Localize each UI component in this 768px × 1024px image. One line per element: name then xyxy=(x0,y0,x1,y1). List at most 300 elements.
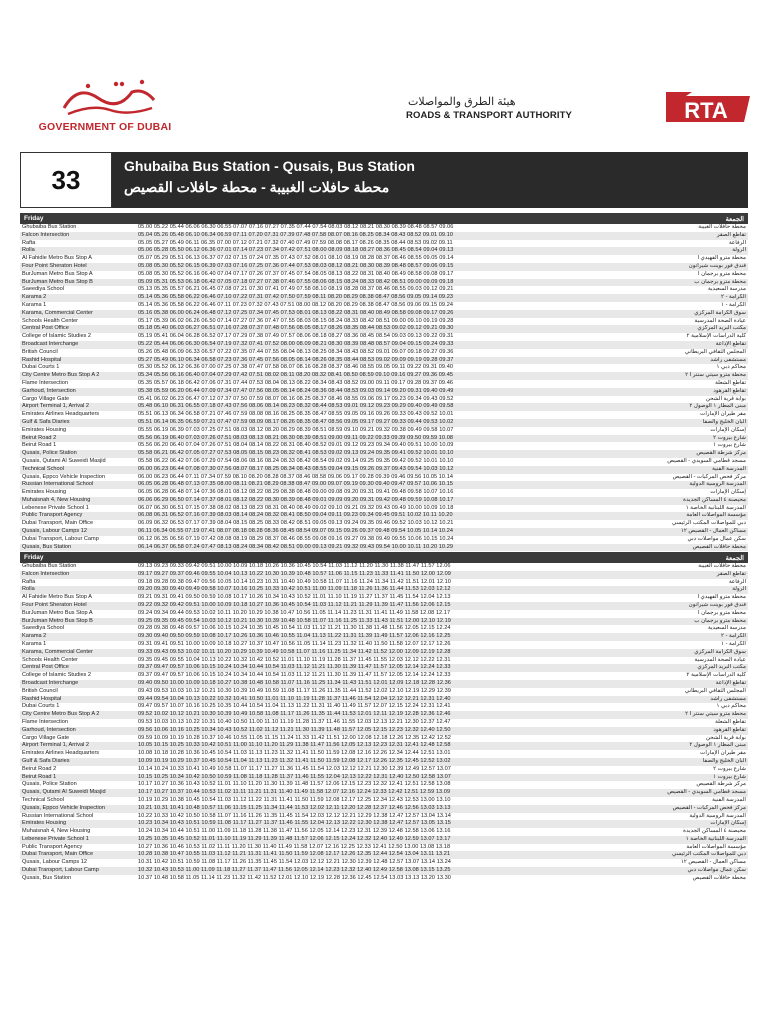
table-row xyxy=(20,781,748,789)
departure-times: 05.07 05.29 05.51 06.13 06.37 07.02 07.15 07.24 07.35 07.43 07.52 08.01 08.10 08.19 08.28 08.37 08.46 08.55 09.05 09.14 xyxy=(138,255,454,262)
stop-name-english: College of Islamic Studies 2 xyxy=(22,672,92,679)
stop-name-english: Rashid Hospital xyxy=(22,356,62,363)
table-row xyxy=(20,302,748,310)
table-row xyxy=(20,625,748,633)
stop-name-arabic: محطة مترو سيتي سنتر أ ٢ xyxy=(685,372,746,379)
stop-name-arabic: الكرامة - ١ xyxy=(721,640,746,647)
departure-times: 06.05 06.28 06.48 07.13 07.35 08.00 08.11 08.21 08.29 08.38 08.47 09.00 09.07 09.19 09.30 09.40 09.47 09.57 10.06 10.15 xyxy=(138,481,454,488)
timetable-section-2 xyxy=(20,552,748,883)
stop-name-english: Beirut Road 2 xyxy=(22,434,57,441)
table-row xyxy=(20,427,748,435)
table-row xyxy=(20,711,748,719)
stop-name-english: City Centre Metro Bus Stop A 2 xyxy=(22,372,100,379)
departure-times: 05.35 05.57 06.18 06.42 07.06 07.31 07.44 07.53 08.04 08.13 08.22 08.34 08.43 08.52 09.00 09.11 09.17 09.28 09.37 09.46 xyxy=(138,379,454,386)
stop-name-english: College of Islamic Studies 2 xyxy=(22,333,92,340)
departure-times: 05.58 06.21 06.42 07.05 07.27 07.53 08.05 08.15 08.23 08.32 08.41 08.53 09.02 09.13 09.24 09.35 09.41 09.52 10.01 10.10 xyxy=(138,450,454,457)
route-title-english: Ghubaiba Bus Station - Qusais, Bus Station xyxy=(124,158,415,174)
table-row xyxy=(20,594,748,602)
departure-times: 06.14 06.37 06.58 07.24 07.47 08.13 08.24 08.34 08.42 08.51 09.00 09.13 09.21 09.32 09.43 09.54 10.00 10.11 10.20 10.29 xyxy=(138,543,454,550)
route-title-block xyxy=(112,152,748,208)
stop-name-arabic: الرفاعة xyxy=(728,239,746,246)
departure-times: 05.18 05.40 06.03 06.27 06.51 07.16 07.28 07.37 07.48 07.56 08.05 08.17 08.26 08.35 08.44 08.53 09.02 09.12 09.21 09.30 xyxy=(138,325,454,332)
table-row xyxy=(20,851,748,859)
stop-name-english: Airport Terminal 1, Arrival 2 xyxy=(22,403,90,410)
table-row xyxy=(20,820,748,828)
departure-times: 05.22 05.44 06.06 06.30 06.54 07.19 07.32 07.41 07.52 08.00 08.09 08.21 08.30 08.39 08.48 08.57 09.04 09.15 09.24 09.33 xyxy=(138,340,454,347)
table-row xyxy=(20,766,748,774)
departure-times: 10.37 10.48 10.58 11.05 11.14 11.23 11.32 11.42 11.52 12.01 12.10 12.19 12.28 12.36 12.45 12.54 13.03 13.13 13.20 13.30 xyxy=(138,874,451,881)
stop-name-arabic: بوابة قرية الشحن xyxy=(705,395,746,402)
stop-name-english: Dubai Courts 1 xyxy=(22,703,60,710)
departure-times: 06.00 06.23 06.44 07.08 07.30 07.56 08.07 08.17 08.25 08.34 08.43 08.55 09.04 09.15 09.26 09.37 09.43 09.54 10.03 10.12 xyxy=(138,465,454,472)
stop-name-arabic: مركز شرطة القصيص xyxy=(696,450,746,457)
day-label-arabic: الجمعة xyxy=(725,215,744,223)
stop-name-english: Garhoud, Intersection xyxy=(22,726,76,733)
stop-name-arabic: مؤسسة المواصلات العامة xyxy=(686,512,746,519)
authority-name-arabic: هيئة الطرق والمواصلات xyxy=(408,96,516,108)
stop-name-english: Dubai Transport, Main Office xyxy=(22,520,94,527)
table-row xyxy=(20,875,748,883)
departure-times: 10.15 10.25 10.34 10.42 10.50 10.59 11.08 11.18 11.28 11.37 11.46 11.55 12.04 12.13 12.22 12.31 12.40 12.50 12.58 13.07 xyxy=(138,773,451,780)
departure-times: 09.25 09.35 09.45 09.54 10.03 10.12 10.21 10.30 10.39 10.48 10.58 11.07 11.16 11.25 11.33 11.43 11.51 12.00 12.10 12.19 xyxy=(138,617,451,624)
departure-times: 06.00 06.23 06.44 07.11 07.34 07.59 08.10 08.20 08.28 08.37 08.46 08.58 09.06 09.17 09.28 09.39 09.46 09.56 10.05 10.14 xyxy=(138,473,454,480)
stop-name-english: Flame Intersection xyxy=(22,718,69,725)
stop-name-english: Dubai Transport, Labour Camp xyxy=(22,535,99,542)
table-row xyxy=(20,240,748,248)
stop-name-arabic: محطة حافلات القصيص xyxy=(692,874,746,881)
table-row xyxy=(20,497,748,505)
departure-times: 05.56 06.20 06.40 07.04 07.26 07.51 08.04 08.14 08.22 08.31 08.40 08.52 09.01 09.12 09.23 09.34 09.40 09.51 10.00 10.09 xyxy=(138,442,454,449)
departure-times: 09.59 10.09 10.19 10.28 10.37 10.46 10.55 11.05 11.15 11.24 11.33 11.42 11.51 12.00 12.08 12.18 12.26 12.35 12.42 12.52 xyxy=(138,734,451,741)
stop-name-arabic: الرفاعة xyxy=(728,578,746,585)
stop-name-english: Qusais, Police Station xyxy=(22,450,77,457)
table-row xyxy=(20,279,748,287)
departure-times: 10.28 10.38 10.47 10.55 11.03 11.12 11.21 11.31 11.41 11.50 11.59 12.08 12.17 12.26 12.35 12.44 12.54 13.04 13.11 13.21 xyxy=(138,851,451,858)
table-row xyxy=(20,388,748,396)
table-row xyxy=(20,536,748,544)
departure-times: 10.21 10.31 10.41 10.48 10.57 11.06 11.15 11.25 11.34 11.44 11.53 12.02 12.11 12.20 12.28 12.37 12.46 12.56 13.03 13.13 xyxy=(138,804,451,811)
departure-times: 06.08 06.31 06.52 07.16 07.39 08.03 08.14 08.24 08.32 08.41 08.50 09.04 09.11 09.23 09.34 09.45 09.51 10.02 10.11 10.20 xyxy=(138,512,453,519)
table-row xyxy=(20,867,748,875)
stop-name-arabic: مكتب البريد المركزي xyxy=(697,664,746,671)
stop-name-arabic: المدرسة الروسية الدولية xyxy=(689,481,746,488)
stop-name-english: Qusais, Qutami Al Suweidi Masjid xyxy=(22,457,106,464)
government-of-dubai-logo xyxy=(58,78,160,118)
stop-name-english: Russian International School xyxy=(22,481,94,488)
stop-name-arabic: ألبان الخليج والصفا xyxy=(702,418,746,425)
table-row xyxy=(20,333,748,341)
stop-name-arabic: مبنى المطار ١ الوصول ٢ xyxy=(689,403,746,410)
table-row xyxy=(20,859,748,867)
stop-name-english: Ghubaiba Bus Station xyxy=(22,224,77,230)
stop-name-arabic: سوق الكرامة المركزي xyxy=(694,309,746,316)
stop-name-english: BurJuman Metro Bus Stop B xyxy=(22,278,93,285)
table-row xyxy=(20,844,748,852)
stop-name-english: Falcon Intersection xyxy=(22,231,70,238)
table-row xyxy=(20,318,748,326)
stop-name-english: Public Transport Agency xyxy=(22,512,83,519)
stop-name-english: Beirut Road 1 xyxy=(22,773,57,780)
stop-name-english: Four Point Sheraton Hotel xyxy=(22,601,87,608)
stop-name-arabic: محاكم دبي ١ xyxy=(716,364,746,371)
stop-name-arabic: سوق الكرامة المركزي xyxy=(694,648,746,655)
table-row xyxy=(20,544,748,552)
table-row xyxy=(20,664,748,672)
table-row xyxy=(20,649,748,657)
stop-name-english: Karama 1 xyxy=(22,640,47,647)
departure-times: 06.12 06.35 06.56 07.19 07.42 08.08 08.19 08.29 08.37 08.46 08.55 09.08 09.16 09.27 09.38 09.49 09.55 10.06 10.15 10.24 xyxy=(138,535,454,542)
departure-times: 05.41 06.02 06.23 06.47 07.12 07.37 07.50 07.59 08.07 08.16 08.25 08.37 08.46 08.55 09.06 09.17 09.23 09.34 09.43 09.52 xyxy=(138,395,454,402)
table-row xyxy=(20,349,748,357)
stop-name-english: Saeediya School xyxy=(22,625,64,632)
route-number: 33 xyxy=(20,152,112,208)
table-row xyxy=(20,633,748,641)
day-label-english: Friday xyxy=(24,215,44,222)
stop-name-arabic: عيادة الصحة المدرسية xyxy=(694,317,746,324)
table-row xyxy=(20,435,748,443)
stop-name-english: Rashid Hospital xyxy=(22,695,62,702)
stop-name-english: Cargo Village Gate xyxy=(22,395,70,402)
stop-name-english: Karama, Commercial Center xyxy=(22,309,93,316)
stop-name-english: Karama 1 xyxy=(22,301,47,308)
departure-times: 10.31 10.42 10.51 10.59 11.08 11.17 11.26 11.35 11.45 11.54 12.03 12.12 12.21 12.30 12.39 12.48 12.57 13.07 13.14 13.24 xyxy=(138,859,451,866)
stop-name-english: BurJuman Metro Bus Stop B xyxy=(22,617,93,624)
departure-times: 09.53 10.03 10.13 10.22 10.31 10.40 10.50 11.00 11.10 11.19 11.28 11.37 11.46 11.55 12.03 12.13 12.21 12.30 12.37 12.47 xyxy=(138,718,451,725)
departure-times: 09.18 09.28 09.38 09.47 09.56 10.05 10.14 10.23 10.31 10.40 10.49 10.58 11.07 11.16 11.24 11.34 11.42 11.51 12.01 12.10 xyxy=(138,578,451,585)
table-row xyxy=(20,419,748,427)
departure-times: 05.14 05.36 05.58 06.22 06.46 07.10 07.22 07.31 07.42 07.50 07.59 08.11 08.20 08.29 08.38 08.47 08.56 09.05 09.14 09.23 xyxy=(138,294,454,301)
departure-times: 09.43 09.53 10.03 10.12 10.21 10.30 10.39 10.49 10.59 11.08 11.17 11.26 11.35 11.44 11.52 12.02 12.10 12.19 12.29 12.39 xyxy=(138,687,451,694)
table-row xyxy=(20,255,748,263)
departure-times: 10.05 10.15 10.25 10.33 10.42 10.51 11.00 11.10 11.20 11.29 11.38 11.47 11.56 12.05 12.13 12.23 12.31 12.41 12.48 12.58 xyxy=(138,742,451,749)
departure-times: 05.09 05.31 05.53 06.18 06.42 07.05 07.18 07.27 07.38 07.46 07.55 08.06 08.15 08.24 08.33 08.42 08.51 09.00 09.09 09.18 xyxy=(138,278,454,285)
departure-times: 05.06 05.28 05.50 06.12 06.36 07.01 07.14 07.23 07.34 07.42 07.51 08.00 08.09 08.18 08.27 08.36 08.45 08.54 09.04 09.13 xyxy=(138,247,454,254)
table-row xyxy=(20,719,748,727)
stop-name-english: Emirates Airlines Headquarters xyxy=(22,750,100,757)
stop-name-english: Karama 2 xyxy=(22,294,47,301)
stop-name-english: Emirates Housing xyxy=(22,426,67,433)
departure-times: 10.22 10.33 10.42 10.50 10.58 11.07 11.16 11.26 11.35 11.45 11.54 12.03 12.12 12.21 12.29 12.38 12.47 12.57 13.04 13.14 xyxy=(138,812,451,819)
stop-name-arabic: مركز شرطة القصيص xyxy=(696,781,746,788)
stop-name-english: Broadcast Interchange xyxy=(22,340,79,347)
stop-name-arabic: المدرسة الفنية xyxy=(712,465,746,472)
stop-name-english: Saeediya School xyxy=(22,286,64,293)
departure-times: 05.30 05.52 06.12 06.36 07.00 07.25 07.38 07.47 07.58 08.07 08.16 08.28 08.37 08.46 08.55 09.05 09.11 09.22 09.31 09.40 xyxy=(138,364,454,371)
stop-name-english: Airport Terminal 1, Arrival 2 xyxy=(22,742,90,749)
stop-name-arabic: كلية الدراسات الإسلامية ٢ xyxy=(686,672,746,679)
departure-times: 10.17 10.27 10.37 10.44 10.53 11.02 11.11 11.21 11.31 11.40 11.49 11.58 12.07 12.16 12.24 12.33 12.42 12.51 12.59 13.09 xyxy=(138,789,451,796)
stop-name-english: Beirut Road 1 xyxy=(22,442,57,449)
departure-times: 05.17 05.39 06.02 06.26 06.50 07.14 07.27 07.36 07.47 07.55 08.03 08.15 08.24 08.33 08.42 08.51 09.00 09.10 09.19 09.28 xyxy=(138,317,454,324)
table-row xyxy=(20,411,748,419)
table-row xyxy=(20,528,748,536)
stop-name-english: Flame Intersection xyxy=(22,379,69,386)
departure-times: 05.56 06.19 06.40 07.03 07.26 07.51 08.03 08.13 08.21 08.30 08.39 08.51 09.00 09.11 09.22 09.33 09.39 09.50 09.59 10.08 xyxy=(138,434,454,441)
departure-times: 10.23 10.34 10.43 10.51 10.59 11.08 11.17 11.27 11.37 11.46 11.55 12.04 12.13 12.22 12.30 12.38 12.47 12.57 13.05 13.15 xyxy=(138,820,451,827)
departure-times: 05.16 05.38 06.00 06.24 06.48 07.12 07.25 07.34 07.45 07.53 08.01 08.13 08.22 08.31 08.40 08.49 08.58 09.08 09.17 09.26 xyxy=(138,309,454,316)
stop-name-arabic: مستشفى راشد xyxy=(710,356,746,363)
stop-name-arabic: محطة مترو سيتي سنتر أ ٢ xyxy=(685,711,746,718)
stop-name-arabic: مسجد قطامي السويدي - القصيص xyxy=(667,457,746,464)
departure-times: 10.14 10.24 10.33 10.41 10.49 10.58 11.07 11.17 11.27 11.36 11.45 11.54 12.03 12.12 12.21 12.30 12.39 12.49 12.57 13.07 xyxy=(138,765,451,772)
stop-name-english: Technical School xyxy=(22,465,64,472)
stop-name-arabic: محاكم دبي ١ xyxy=(716,703,746,710)
stop-name-arabic: محطة مترو برجمان أ xyxy=(697,609,746,616)
table-row xyxy=(20,657,748,665)
stop-name-arabic: عيادة الصحة المدرسية xyxy=(694,656,746,663)
stop-name-english: Rafta xyxy=(22,239,36,246)
stop-name-arabic: ألبان الخليج والصفا xyxy=(702,757,746,764)
table-row xyxy=(20,750,748,758)
stop-name-arabic: الكرامة - ١ xyxy=(721,301,746,308)
stop-name-arabic: بوابة قرية الشحن xyxy=(705,734,746,741)
stop-name-english: British Council xyxy=(22,348,58,355)
stop-name-english: Public Transport Agency xyxy=(22,843,83,850)
table-row xyxy=(20,286,748,294)
government-of-dubai-text: GOVERNMENT OF DUBAI xyxy=(38,121,172,133)
stop-name-english: Schools Health Center xyxy=(22,317,78,324)
stop-name-english: Broadcast Interchange xyxy=(22,679,79,686)
departure-times: 09.24 09.34 09.44 09.53 10.02 10.11 10.20 10.29 10.38 10.47 10.56 11.05 11.14 11.23 11.31 11.41 11.49 11.58 12.08 12.17 xyxy=(138,609,451,616)
timetable-rows xyxy=(20,563,748,883)
table-row xyxy=(20,512,748,520)
table-row xyxy=(20,672,748,680)
stop-name-english: Dubai Courts 1 xyxy=(22,364,60,371)
route-banner xyxy=(20,152,748,208)
table-row xyxy=(20,610,748,618)
departure-times: 10.17 10.27 10.36 10.43 10.52 11.01 11.10 11.20 11.30 11.39 11.48 11.57 12.06 12.15 12.23 12.32 12.41 12.51 12.58 13.08 xyxy=(138,781,451,788)
stop-name-english: Muhaisnah 4, New Housing xyxy=(22,828,91,835)
stop-name-arabic: محطة مترو برجمان أ xyxy=(697,270,746,277)
departure-times: 05.34 05.56 06.16 06.40 07.04 07.29 07.42 07.51 08.02 08.11 08.20 08.32 08.41 08.50 08.59 09.10 09.16 09.27 09.36 09.45 xyxy=(138,372,454,379)
table-row xyxy=(20,735,748,743)
table-row xyxy=(20,442,748,450)
table-row xyxy=(20,758,748,766)
stop-name-arabic: شارع بيروت ٢ xyxy=(713,765,746,772)
departure-times: 10.19 10.29 10.38 10.45 10.54 11.03 11.12 11.22 11.31 11.41 11.50 11.59 12.08 12.17 12.25 12.34 12.43 12.53 13.00 13.10 xyxy=(138,796,451,803)
departure-times: 10.24 10.34 10.44 10.51 11.00 11.09 11.18 11.28 11.38 11.47 11.56 12.05 12.14 12.23 12.31 12.39 12.48 12.58 13.06 13.16 xyxy=(138,828,451,835)
stop-name-english: Karama, Commercial Center xyxy=(22,648,93,655)
departure-times: 05.38 05.59 06.20 06.44 07.09 07.34 07.47 07.56 08.05 08.14 08.24 08.36 08.44 08.53 09.03 09.14 09.20 09.31 09.40 09.49 xyxy=(138,387,454,394)
table-row xyxy=(20,742,748,750)
stop-name-english: Rolla xyxy=(22,586,35,593)
stop-name-english: Four Point Sheraton Hotel xyxy=(22,262,87,269)
stop-name-arabic: تقاطع الصقر xyxy=(716,570,746,577)
table-row xyxy=(20,396,748,404)
departure-times: 05.04 05.26 05.48 06.10 06.34 06.59 07.11 07.20 07.31 07.39 07.48 07.58 08.07 08.16 08.25 08.34 08.43 08.52 09.01 09.10 xyxy=(138,231,454,238)
stop-name-arabic: إسكان الإمارات xyxy=(710,820,746,827)
day-label-arabic: الجمعة xyxy=(725,554,744,562)
stop-name-english: Emirates Airlines Headquarters xyxy=(22,411,100,418)
table-row xyxy=(20,586,748,594)
stop-name-english: BurJuman Metro Bus Stop A xyxy=(22,270,93,277)
table-row xyxy=(20,571,748,579)
section-header xyxy=(20,213,748,224)
departure-times: 05.51 06.13 06.34 06.58 07.21 07.46 07.59 08.08 08.16 08.25 08.35 08.47 08.55 09.05 09.16 09.26 09.33 09.43 09.52 10.01 xyxy=(138,411,454,418)
stop-name-arabic: محطة مترو الفهيدي أ xyxy=(697,255,746,262)
table-row xyxy=(20,505,748,513)
departure-times: 10.08 10.18 10.28 10.36 10.45 10.54 11.03 11.13 11.23 11.32 11.41 11.50 11.59 12.08 12.16 12.26 12.34 12.44 12.51 13.01 xyxy=(138,750,451,757)
stop-name-arabic: المدرسة الروسية الدولية xyxy=(689,812,746,819)
stop-name-arabic: تقاطع الصقر xyxy=(716,231,746,238)
table-row xyxy=(20,310,748,318)
stop-name-arabic: محيصنة ٤ المساكن الجديدة xyxy=(683,496,746,503)
stop-name-arabic: مركز فحص المركبات - القصيص xyxy=(672,804,746,811)
departure-times: 05.27 05.49 06.10 06.34 06.58 07.23 07.36 07.45 07.56 08.05 08.14 08.26 08.35 08.44 08.53 09.02 09.09 09.19 09.28 09.37 xyxy=(138,356,454,363)
stop-name-arabic: مسجد قطامي السويدي - القصيص xyxy=(667,789,746,796)
departure-times: 05.26 05.48 06.09 06.33 06.57 07.22 07.35 07.44 07.55 08.04 08.13 08.25 08.34 08.43 08.52 09.01 09.07 09.18 09.27 09.36 xyxy=(138,348,454,355)
table-row xyxy=(20,380,748,388)
departure-times: 05.48 06.10 06.31 06.55 07.18 07.43 07.56 08.06 08.14 08.23 08.32 08.44 08.53 09.01 09.12 09.23 09.29 09.40 09.49 09.58 xyxy=(138,403,454,410)
departure-times: 09.22 09.32 09.42 09.51 10.00 10.09 10.18 10.27 10.36 10.45 10.54 11.03 11.12 11.21 11.29 11.39 11.47 11.56 12.06 12.15 xyxy=(138,601,451,608)
stop-name-english: Cargo Village Gate xyxy=(22,734,70,741)
table-row xyxy=(20,618,748,626)
stop-name-english: Qusais, Labour Camps 12 xyxy=(22,859,87,866)
stop-name-english: Central Post Office xyxy=(22,325,69,332)
table-row xyxy=(20,325,748,333)
stop-name-arabic: دبي للمواصلات المكتب الرئيسي xyxy=(672,851,746,858)
stop-name-english: Gulf & Safa Diaries xyxy=(22,418,70,425)
stop-name-arabic: شارع بيروت ١ xyxy=(713,773,746,780)
departure-times: 09.52 10.02 10.12 10.21 10.30 10.39 10.49 10.58 11.08 11.17 11.26 11.35 11.44 11.53 12.01 12.11 12.19 12.28 12.36 12.46 xyxy=(138,711,451,718)
departure-times: 05.19 05.41 06.04 06.28 06.52 07.17 07.29 07.38 07.49 07.57 08.06 08.18 08.27 08.36 08.45 08.54 09.03 09.13 09.22 09.31 xyxy=(138,333,454,340)
departure-times: 09.13 09.23 09.33 09.42 09.51 10.00 10.09 10.18 10.26 10.36 10.45 10.54 11.03 11.12 11.20 11.30 11.38 11.47 11.57 12.06 xyxy=(138,563,451,569)
stop-name-english: Central Post Office xyxy=(22,664,69,671)
stop-name-arabic: الرولة xyxy=(732,586,746,593)
table-row xyxy=(20,474,748,482)
stop-name-english: City Centre Metro Bus Stop A 2 xyxy=(22,711,100,718)
stop-name-arabic: المجلس الثقافي البريطاني xyxy=(684,687,746,694)
stop-name-arabic: مركز فحص المركبات - القصيص xyxy=(672,473,746,480)
stop-name-arabic: محطة مترو الفهيدي أ xyxy=(697,594,746,601)
table-row xyxy=(20,805,748,813)
table-row xyxy=(20,813,748,821)
table-row xyxy=(20,450,748,458)
table-row xyxy=(20,489,748,497)
stop-name-arabic: المدرسة اللبنانية الخاصة ١ xyxy=(685,504,746,511)
table-row xyxy=(20,263,748,271)
stop-name-arabic: شارع بيروت ١ xyxy=(713,442,746,449)
departure-times: 10.27 10.36 10.46 10.53 11.02 11.11 11.20 11.30 11.40 11.49 11.58 12.07 12.16 12.25 12.33 12.41 12.50 13.00 13.08 13.18 xyxy=(138,843,451,850)
stop-name-english: Al Fahidie Metro Bus Stop A xyxy=(22,255,92,262)
departure-times: 05.58 06.22 06.42 07.06 07.29 07.54 08.06 08.16 08.24 08.33 08.42 08.54 09.02 09.14 09.25 09.35 09.42 09.52 10.01 10.10 xyxy=(138,457,454,464)
stop-name-arabic: إسكان الإمارات xyxy=(710,489,746,496)
departure-times: 05.08 05.30 05.52 06.16 06.40 07.04 07.17 07.26 07.37 07.45 07.54 08.05 08.13 08.22 08.31 08.40 08.49 08.58 09.08 09.17 xyxy=(138,270,454,277)
stop-name-arabic: مكتب البريد المركزي xyxy=(697,325,746,332)
table-row xyxy=(20,458,748,466)
table-row xyxy=(20,372,748,380)
stop-name-arabic: مقر طيران الإمارات xyxy=(700,750,746,757)
stop-name-english: Qusais, Eppco Vehicle Inspection xyxy=(22,804,106,811)
departure-times: 09.44 09.54 10.04 10.13 10.22 10.32 10.41 10.50 11.01 11.10 11.19 11.28 11.37 11.46 11.54 12.04 12.12 12.21 12.31 12.40 xyxy=(138,695,451,702)
stop-name-english: Lebenese Private School 1 xyxy=(22,835,89,842)
stop-name-arabic: محطة مترو برجمان ب xyxy=(694,617,746,624)
stop-name-arabic: مساكن العمال - القصيص ١٢ xyxy=(680,859,746,866)
stop-name-arabic: فندق فور بوينت شيراتون xyxy=(688,601,746,608)
table-row xyxy=(20,466,748,474)
departure-times: 09.28 09.38 09.48 09.57 10.06 10.15 10.24 10.35 10.45 10.54 11.03 11.12 11.21 11.30 11.38 11.48 11.56 12.05 12.15 12.24 xyxy=(138,625,451,632)
departure-times: 09.20 09.30 09.40 09.49 09.58 10.07 10.16 10.25 10.33 10.42 10.51 11.00 11.09 11.18 11.26 11.36 11.44 11.53 12.03 12.12 xyxy=(138,586,451,593)
stop-name-arabic: تقاطع الشعلة xyxy=(715,379,746,386)
rta-logo-text: RTA xyxy=(684,98,728,123)
table-row xyxy=(20,680,748,688)
table-row xyxy=(20,271,748,279)
stop-name-english: Dubai Transport, Main Office xyxy=(22,851,94,858)
stop-name-arabic: مستشفى راشد xyxy=(710,695,746,702)
stop-name-arabic: محطة حافلات الغبيبة xyxy=(698,224,746,230)
stop-name-english: Falcon Intersection xyxy=(22,570,70,577)
stop-name-english: Qusais, Police Station xyxy=(22,781,77,788)
stop-name-arabic: المجلس الثقافي البريطاني xyxy=(684,348,746,355)
table-row xyxy=(20,341,748,349)
departure-times: 09.35 09.45 09.55 10.04 10.13 10.22 10.32 10.42 10.52 11.01 11.10 11.19 11.28 11.37 11.45 11.55 12.03 12.12 12.22 12.31 xyxy=(138,656,451,663)
stop-name-arabic: مدرسة السعيدية xyxy=(707,625,746,632)
stop-name-arabic: المدرسة الفنية xyxy=(712,796,746,803)
table-row xyxy=(20,403,748,411)
stop-name-english: Qusais, Labour Camps 12 xyxy=(22,528,87,535)
stop-name-english: Ghubaiba Bus Station xyxy=(22,563,77,569)
departure-times: 09.37 09.47 09.57 10.06 10.15 10.24 10.34 10.44 10.54 11.03 11.12 11.21 11.30 11.39 11.47 11.57 12.05 12.14 12.24 12.33 xyxy=(138,672,451,679)
stop-name-arabic: المدرسة اللبنانية الخاصة ١ xyxy=(685,835,746,842)
table-row xyxy=(20,481,748,489)
departure-times: 05.13 05.35 05.57 06.21 06.45 07.08 07.21 07.30 07.41 07.49 07.58 08.10 08.19 08.28 08.37 08.46 08.55 09.03 09.12 09.21 xyxy=(138,286,454,293)
stop-name-english: Karama 2 xyxy=(22,633,47,640)
stop-name-english: Russian International School xyxy=(22,812,94,819)
stop-name-english: Garhoud, Intersection xyxy=(22,387,76,394)
departure-times: 05.00 05.22 05.44 06.06 06.30 06.55 07.07 07.16 07.27 07.35 07.44 07.54 08.03 08.12 08.21 08.30 08.39 08.48 08.57 09.06 xyxy=(138,224,454,230)
stop-name-english: Rolla xyxy=(22,247,35,254)
table-row xyxy=(20,357,748,365)
stop-name-english: Emirates Housing xyxy=(22,820,67,827)
stop-name-english: Al Fahidie Metro Bus Stop A xyxy=(22,594,92,601)
stop-name-arabic: تقاطع الإذاعة xyxy=(715,679,746,686)
page-header xyxy=(0,0,768,150)
departure-times: 09.30 09.40 09.50 09.59 10.08 10.17 10.26 10.36 10.46 10.55 11.04 11.13 11.22 11.31 11.39 11.49 11.57 12.06 12.16 12.25 xyxy=(138,633,451,640)
table-row xyxy=(20,641,748,649)
stop-name-arabic: مقر طيران الإمارات xyxy=(700,411,746,418)
departure-times: 05.55 06.19 06.39 07.03 07.25 07.51 08.03 08.12 08.20 08.29 08.39 08.51 08.59 09.10 09.21 09.32 09.38 09.49 09.58 10.07 xyxy=(138,426,454,433)
stop-name-english: Muhaisnah 4, New Housing xyxy=(22,496,91,503)
stop-name-arabic: شارع بيروت ٢ xyxy=(713,434,746,441)
stop-name-arabic: مساكن العمال - القصيص ١٢ xyxy=(680,528,746,535)
table-row xyxy=(20,696,748,704)
stop-name-arabic: محطة مترو برجمان ب xyxy=(694,278,746,285)
departure-times: 06.07 06.30 06.51 07.15 07.38 08.02 08.13 08.23 08.31 08.40 08.49 09.02 09.10 09.21 09.32 09.43 09.49 10.00 10.09 10.18 xyxy=(138,504,454,511)
departure-times: 06.05 06.28 06.48 07.14 07.36 08.01 08.12 08.22 08.29 08.38 08.48 09.00 09.08 09.20 09.31 09.41 09.48 09.58 10.07 10.16 xyxy=(138,489,454,496)
table-row xyxy=(20,520,748,528)
table-row xyxy=(20,828,748,836)
departure-times: 10.09 10.19 10.29 10.37 10.45 10.54 11.04 11.13 11.23 11.32 11.41 11.50 11.59 12.08 12.17 12.26 12.35 12.45 12.52 13.02 xyxy=(138,757,451,764)
departure-times: 10.32 10.43 10.53 11.00 11.09 11.18 11.27 11.37 11.47 11.56 12.05 12.14 12.23 12.32 12.40 12.49 12.58 13.08 13.15 13.25 xyxy=(138,867,451,874)
stop-name-arabic: الكرامة - ٢ xyxy=(721,633,746,640)
section-header xyxy=(20,552,748,563)
departure-times: 05.14 05.36 05.58 06.22 06.46 07.11 07.23 07.32 07.43 07.51 08.00 08.12 08.20 08.29 08.38 08.47 08.56 09.06 09.15 09.24 xyxy=(138,301,454,308)
stop-name-english: Qusais, Bus Station xyxy=(22,874,72,881)
stop-name-arabic: محيصنة ٤ المساكن الجديدة xyxy=(683,828,746,835)
stop-name-arabic: محطة حافلات الغبيبة xyxy=(698,563,746,569)
departure-times: 09.37 09.47 09.57 10.06 10.15 10.24 10.34 10.44 10.54 11.03 11.12 11.21 11.30 11.39 11.47 11.57 12.05 12.14 12.24 12.33 xyxy=(138,664,451,671)
table-row xyxy=(20,232,748,240)
table-row xyxy=(20,364,748,372)
departure-times: 05.05 05.27 05.49 06.11 06.35 07.00 07.12 07.21 07.32 07.40 07.49 07.59 08.08 08.17 08.26 08.35 08.44 08.53 09.02 09.11 xyxy=(138,239,453,246)
departure-times: 09.40 09.50 10.00 10.09 10.18 10.27 10.38 10.48 10.58 11.07 11.16 11.25 11.34 11.43 11.51 12.01 12.09 12.18 12.28 12.36 xyxy=(138,679,451,686)
authority-name-english: ROADS & TRANSPORT AUTHORITY xyxy=(406,110,572,121)
route-title-arabic: محطة حافلات الغبيبة - محطة حافلات القصيص xyxy=(124,179,390,195)
stop-name-english: British Council xyxy=(22,687,58,694)
day-label-english: Friday xyxy=(24,554,44,561)
table-row xyxy=(20,224,748,232)
table-row xyxy=(20,774,748,782)
